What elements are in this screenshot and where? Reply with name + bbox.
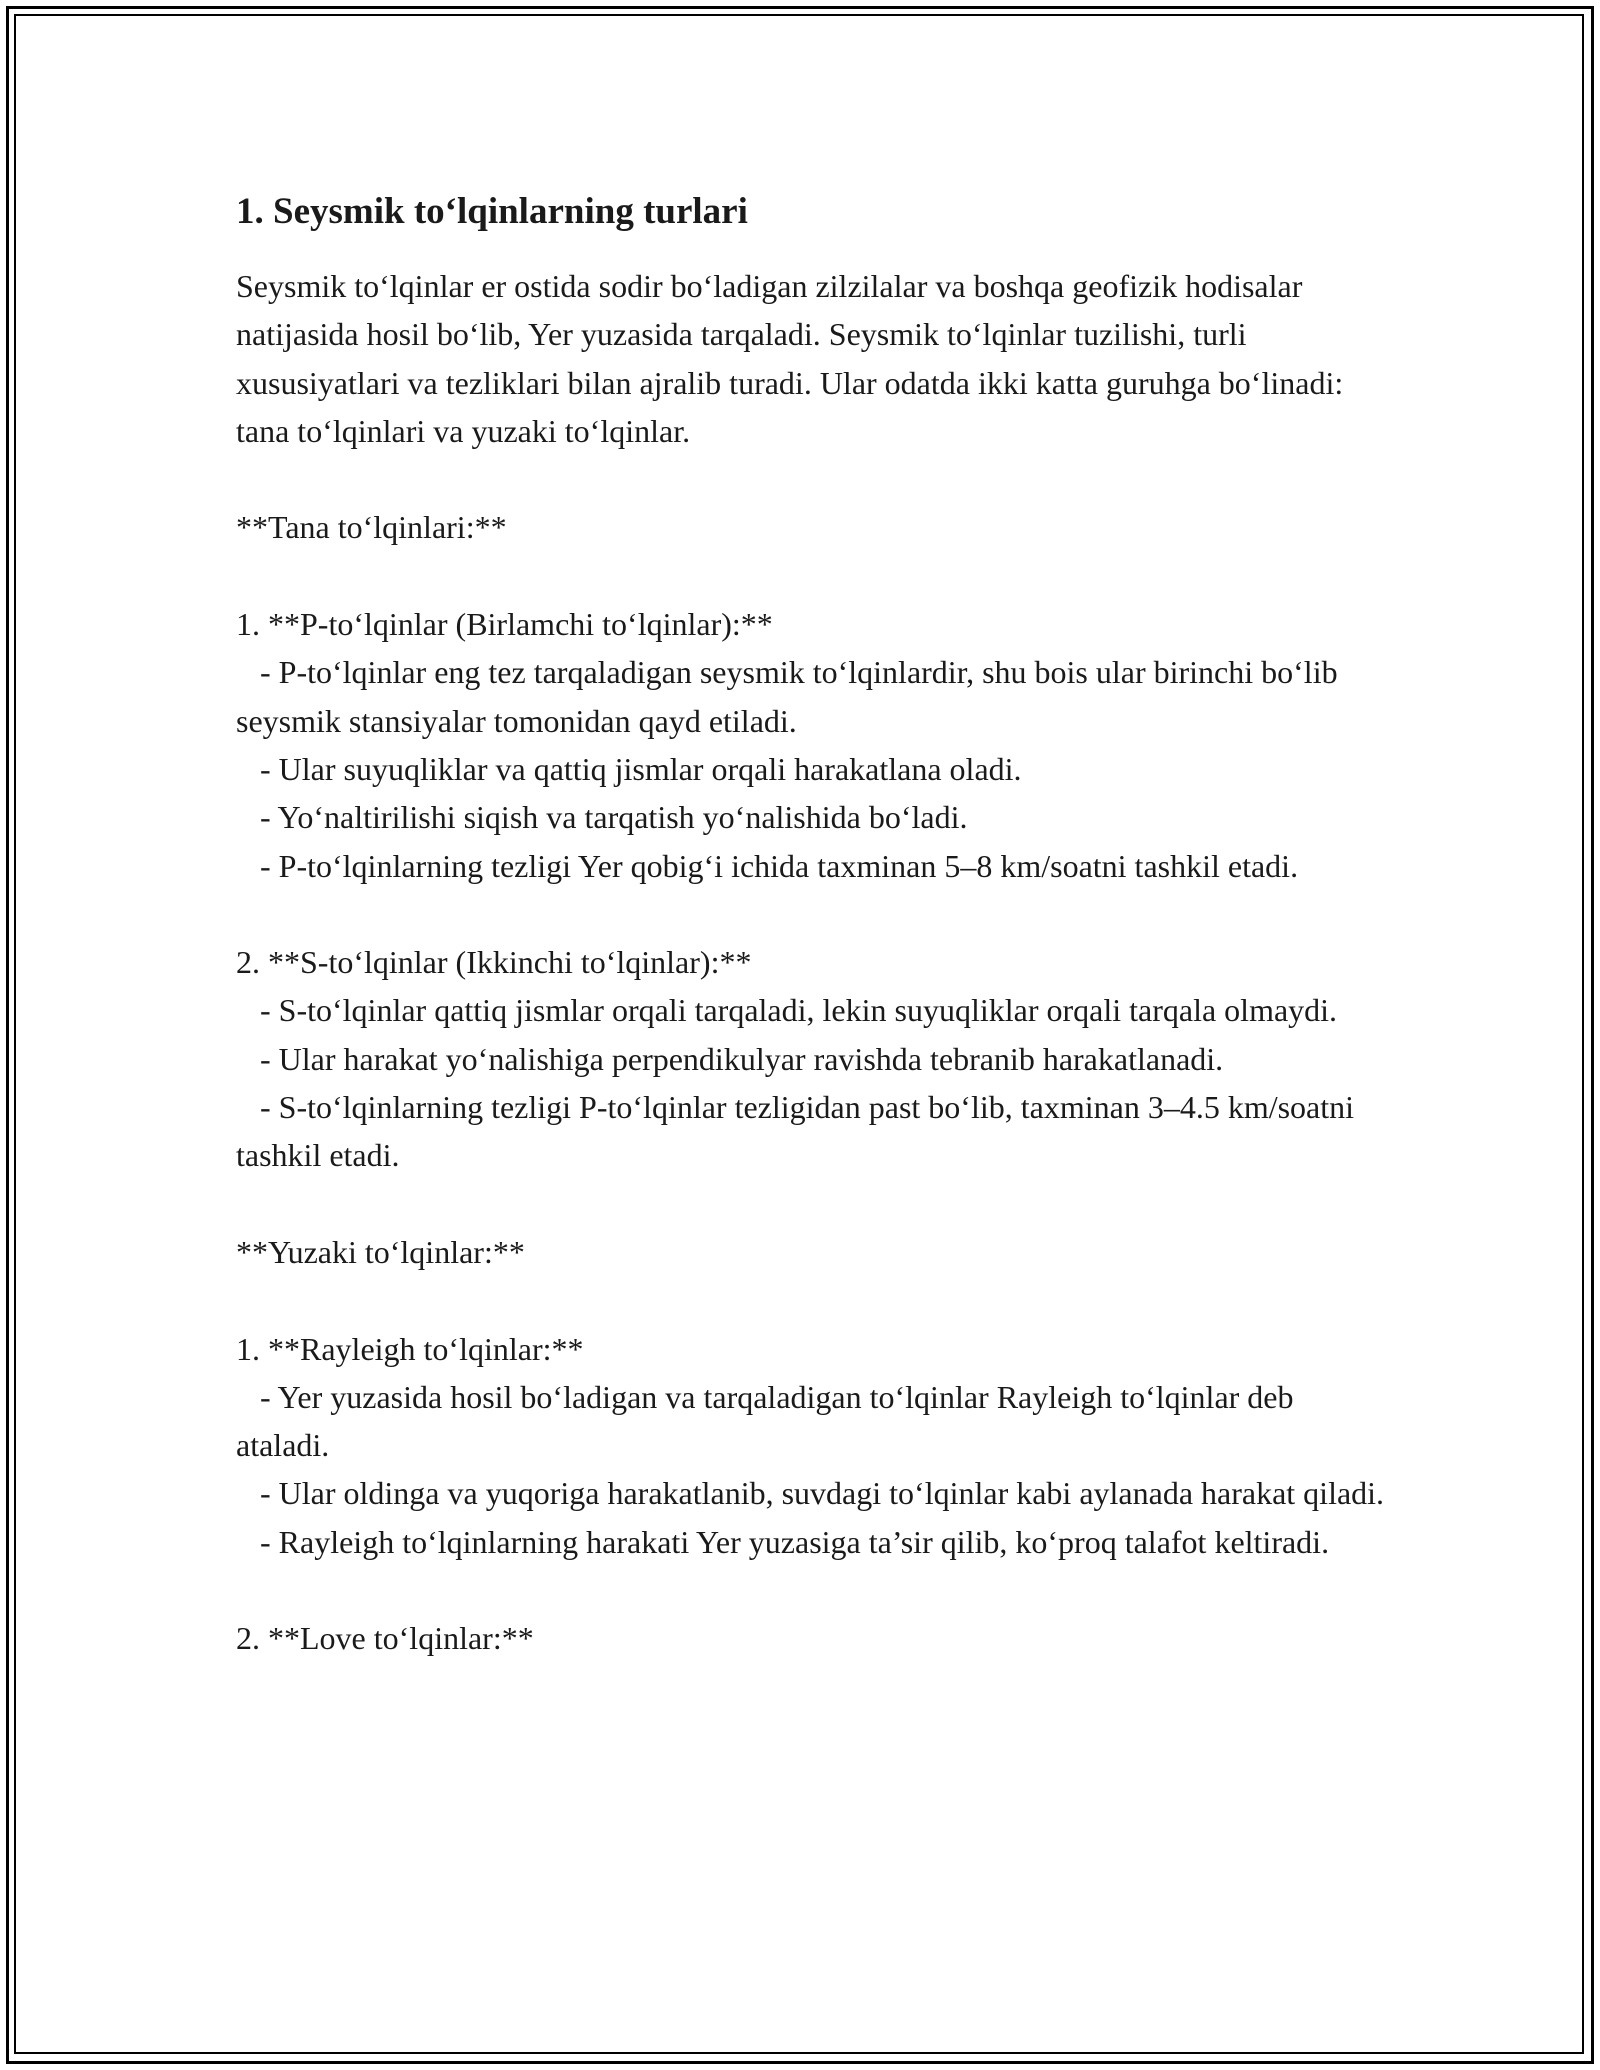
p-waves-title: 1. **P-to‘lqinlar (Birlamchi to‘lqinlar):**: [236, 606, 773, 643]
body-waves-title: **Tana to‘lqinlari:**: [236, 509, 507, 546]
list-item: - Yo‘naltirilishi siqish va tarqatish yo‘nalishida bo‘ladi.: [236, 799, 968, 836]
list-item: - Ular oldinga va yuqoriga harakatlanib, suvdagi to‘lqinlar kabi aylanada harakat qiladi.: [236, 1475, 1385, 1512]
spacer: [236, 1566, 1386, 1614]
list-item: - Ular harakat yo‘nalishiga perpendikulyar ravishda tebranib harakatlanadi.: [236, 1040, 1224, 1077]
list-item: - Yer yuzasida hosil bo‘ladigan va tarqaladigan to‘lqinlar Rayleigh to‘lqinlar deb ataladi.: [236, 1378, 1302, 1464]
rayleigh-title: 1. **Rayleigh to‘lqinlar:**: [236, 1330, 584, 1367]
surface-waves-title: **Yuzaki to‘lqinlar:**: [236, 1233, 525, 1270]
document-body: [236, 188, 1386, 1663]
intro-paragraph: Seysmik to‘lqinlar er ostida sodir bo‘ladigan zilzilalar va boshqa geofizik hodisalar natijasida hosil bo‘lib, Yer yuzasida tarqaladi. Seysmik to‘lqinlar tuzilishi, turli xususiyatlari va tezliklari bilan ajralib turadi. Ular odatda ikki katta guruhga bo‘linadi: tana to‘lqinlari va yuzaki to‘lqinlar.: [236, 268, 1352, 449]
list-item: - Ular suyuqliklar va qattiq jismlar orqali harakatlana oladi.: [236, 750, 1022, 787]
s-waves-title: 2. **S-to‘lqinlar (Ikkinchi to‘lqinlar):**: [236, 944, 752, 981]
list-item: - P-to‘lqinlarning tezligi Yer qobig‘i ichida taxminan 5–8 km/soatni tashkil etadi.: [236, 847, 1299, 884]
spacer: [236, 455, 1386, 503]
list-item: - S-to‘lqinlarning tezligi P-to‘lqinlar tezligidan past bo‘lib, taxminan 3–4.5 km/soatni tashkil etadi.: [236, 1089, 1363, 1174]
list-item: - P-to‘lqinlar eng tez tarqaladigan seysmik to‘lqinlardir, shu bois ular birinchi bo‘lib seysmik stansiyalar tomonidan qayd etiladi.: [236, 654, 1346, 739]
spacer: [236, 1276, 1386, 1324]
list-item: - Rayleigh to‘lqinlarning harakati Yer yuzasiga ta’sir qilib, ko‘proq talafot keltiradi.: [236, 1523, 1330, 1560]
spacer: [236, 552, 1386, 600]
spacer: [236, 1180, 1386, 1228]
list-item: - S-to‘lqinlar qattiq jismlar orqali tarqaladi, lekin suyuqliklar orqali tarqala olmaydi.: [236, 992, 1338, 1029]
love-title: 2. **Love to‘lqinlar:**: [236, 1620, 534, 1657]
spacer: [236, 890, 1386, 938]
section-heading: 1. Seysmik to‘lqinlarning turlari: [236, 191, 748, 232]
